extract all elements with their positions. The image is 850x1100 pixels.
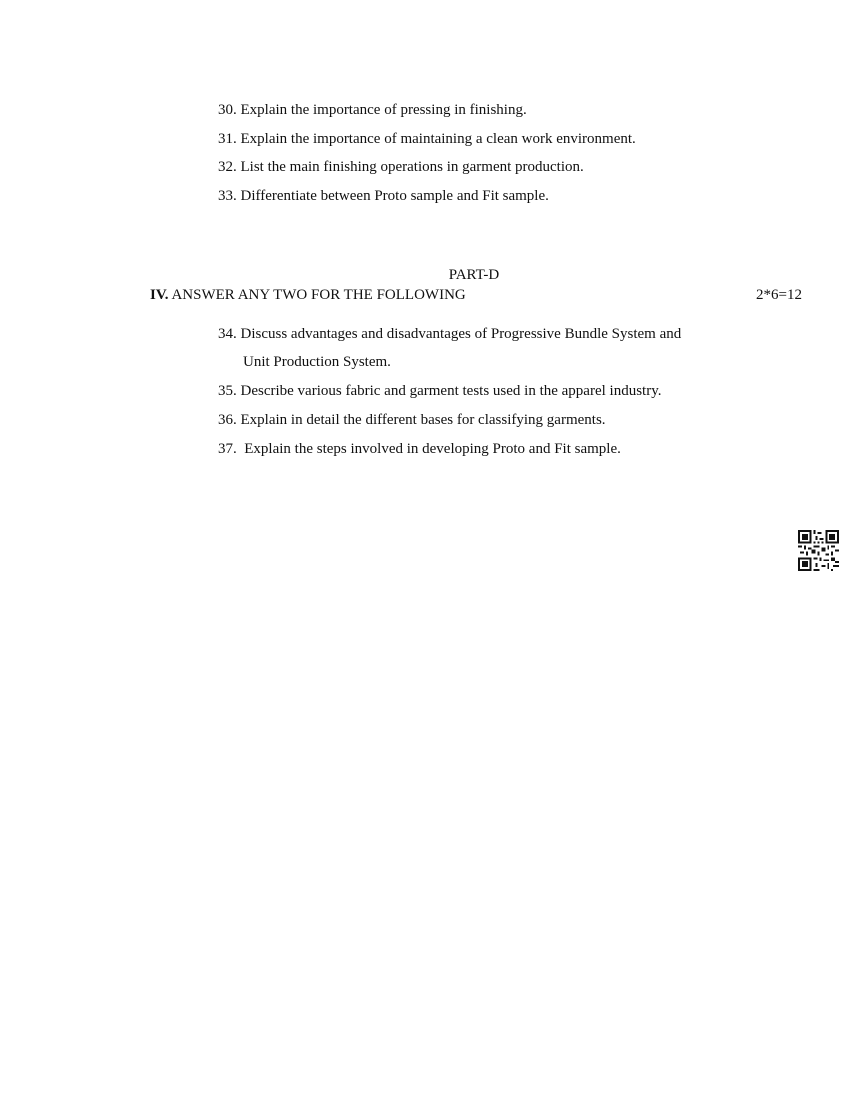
question-text: Explain in detail the different bases for classifying garments. [240, 412, 606, 428]
question-number: 31. [218, 131, 237, 147]
question-number: 36. [218, 412, 237, 428]
section-roman: IV. [150, 287, 169, 303]
question-text: List the main finishing operations in garment production. [240, 159, 584, 175]
question-36 [218, 411, 606, 429]
question-text: Discuss advantages and disadvantages of Progressive Bundle System and [240, 326, 682, 342]
question-text: Explain the steps involved in developing Proto and Fit sample. [240, 441, 621, 457]
question-text: Explain the importance of maintaining a clean work environment. [240, 131, 636, 147]
section-heading [150, 286, 802, 304]
question-number: 34. [218, 326, 237, 342]
question-number: 37. [218, 441, 237, 457]
question-34 [218, 325, 681, 371]
section-marks: 2*6=12 [756, 287, 802, 303]
question-33 [218, 187, 549, 205]
question-31 [218, 130, 636, 148]
question-number: 33. [218, 188, 237, 204]
question-text: Differentiate between Proto sample and Fit sample. [240, 188, 549, 204]
question-text: Describe various fabric and garment tests used in the apparel industry. [240, 383, 662, 399]
section-instruction: ANSWER ANY TWO FOR THE FOLLOWING [171, 287, 466, 303]
question-continuation: Unit Production System. [243, 354, 391, 370]
question-35 [218, 382, 661, 400]
question-number: 32. [218, 159, 237, 175]
qr-code-icon [798, 530, 839, 571]
question-text: Explain the importance of pressing in finishing. [240, 102, 527, 118]
question-number: 30. [218, 102, 237, 118]
part-title: PART-D [448, 267, 500, 283]
question-32 [218, 158, 584, 176]
question-37 [218, 440, 621, 458]
question-30 [218, 101, 527, 119]
question-number: 35. [218, 383, 237, 399]
